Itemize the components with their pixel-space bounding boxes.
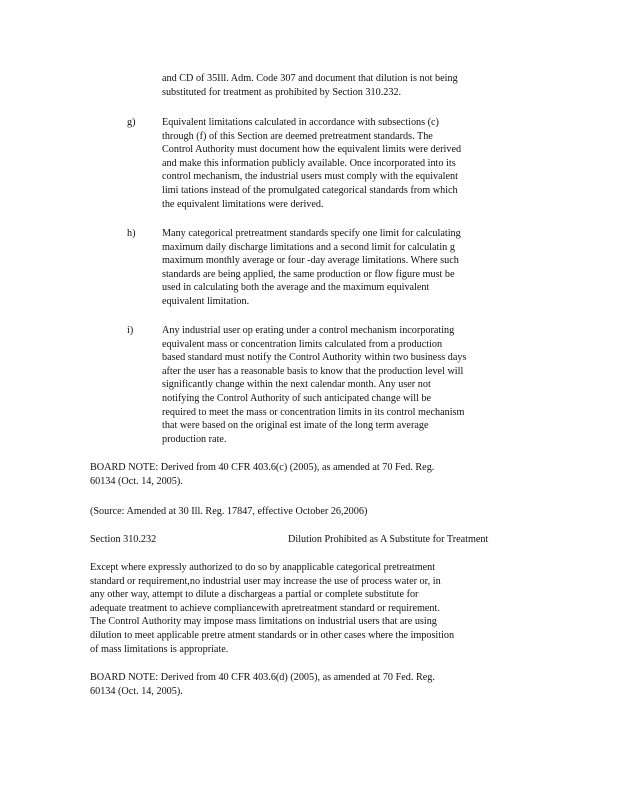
paragraph-line: notifying the Control Authority of such anticipated change will be [162,392,432,404]
paragraph-line: substituted for treatment as prohibited by Section 310.232. [162,86,402,98]
paragraph-line: of mass limitations is appropriate. [90,643,229,655]
source-note [90,505,530,519]
section-body [90,561,530,656]
paragraph-line: Any industrial user op erating under a control mechanism incorporating [162,325,455,336]
item-paragraph-g [162,116,532,211]
source-text: (Source: Amended at 30 Ill. Reg. 17847, effective October 26,2006) [90,506,368,517]
item-paragraph-i [162,324,532,446]
paragraph-line: Many categorical pretreatment standards specify one limit for calculating [162,228,461,239]
paragraph-line: the equivalent limitations were derived. [162,198,324,210]
paragraph-line: equivalent limitation. [162,295,250,307]
paragraph-line: based standard must notify the Control Authority within two business days [162,352,467,364]
paragraph-line: production rate. [162,433,227,445]
paragraph-line: that were based on the original est imate of the long term average [162,420,429,432]
paragraph-line: standard or requirement,no industrial user may increase the use of process water or, in [90,575,441,587]
paragraph-line: standards are being applied, the same production or flow figure must be [162,268,455,280]
paragraph-line: control mechanism, the industrial users must comply with the equivalent [162,171,458,183]
item-label-g: g) [127,117,136,128]
item-paragraph-h [162,227,532,309]
paragraph-line: 60134 (Oct. 14, 2005). [90,685,183,697]
item-label-h: h) [127,228,136,239]
paragraph-line: The Control Authority may impose mass limitations on industrial users that are using [90,616,437,628]
paragraph-line: through (f) of this Section are deemed pretreatment standards. The [162,130,433,142]
paragraph-line: any other way, attempt to dilute a dischargeas a partial or complete substitute for [90,589,419,601]
paragraph-line: significantly change within the next calendar month. Any user not [162,379,431,391]
paragraph-line: Control Authority must document how the equivalent limits were derived [162,144,462,156]
section-heading [90,533,530,547]
continuation-paragraph [162,72,532,99]
paragraph-line: dilution to meet applicable pretre atment standards or in other cases where the imposition [90,629,455,641]
paragraph-line: limi tations instead of the promulgated categorical standards from which [162,184,458,196]
paragraph-line: used in calculating both the average and the maximum equivalent [162,282,430,294]
board-note-1 [90,461,530,488]
paragraph-line: after the user has a reasonable basis to know that the production level will [162,365,464,377]
paragraph-line: Except where expressly authorized to do so by anapplicable categorical pretreatment [90,562,436,573]
paragraph-line: and make this information publicly available. Once incorporated into its [162,157,456,169]
section-title: Dilution Prohibited as A Substitute for Treatment [288,534,489,545]
paragraph-line: 60134 (Oct. 14, 2005). [90,475,183,487]
paragraph-line: required to meet the mass or concentration limits in its control mechanism [162,406,465,418]
paragraph-line: maximum daily discharge limitations and a second limit for calculatin g [162,241,455,253]
paragraph-line: BOARD NOTE: Derived from 40 CFR 403.6(d) (2005), as amended at 70 Fed. Reg. [90,672,435,683]
paragraph-line: adequate treatment to achieve compliancewith apretreatment standard or requirement. [90,602,440,614]
item-label-i: i) [127,325,134,336]
section-number: Section 310.232 [90,534,157,545]
board-note-2 [90,671,530,698]
paragraph-line: BOARD NOTE: Derived from 40 CFR 403.6(c) (2005), as amended at 70 Fed. Reg. [90,462,435,473]
paragraph-line: equivalent mass or concentration limits calculated from a production [162,338,443,350]
paragraph-line: maximum monthly average or four -day average limitations. Where such [162,255,459,267]
paragraph-line: Equivalent limitations calculated in accordance with subsections (c) [162,117,439,128]
paragraph-line: and CD of 35Ill. Adm. Code 307 and document that dilution is not being [162,73,458,84]
